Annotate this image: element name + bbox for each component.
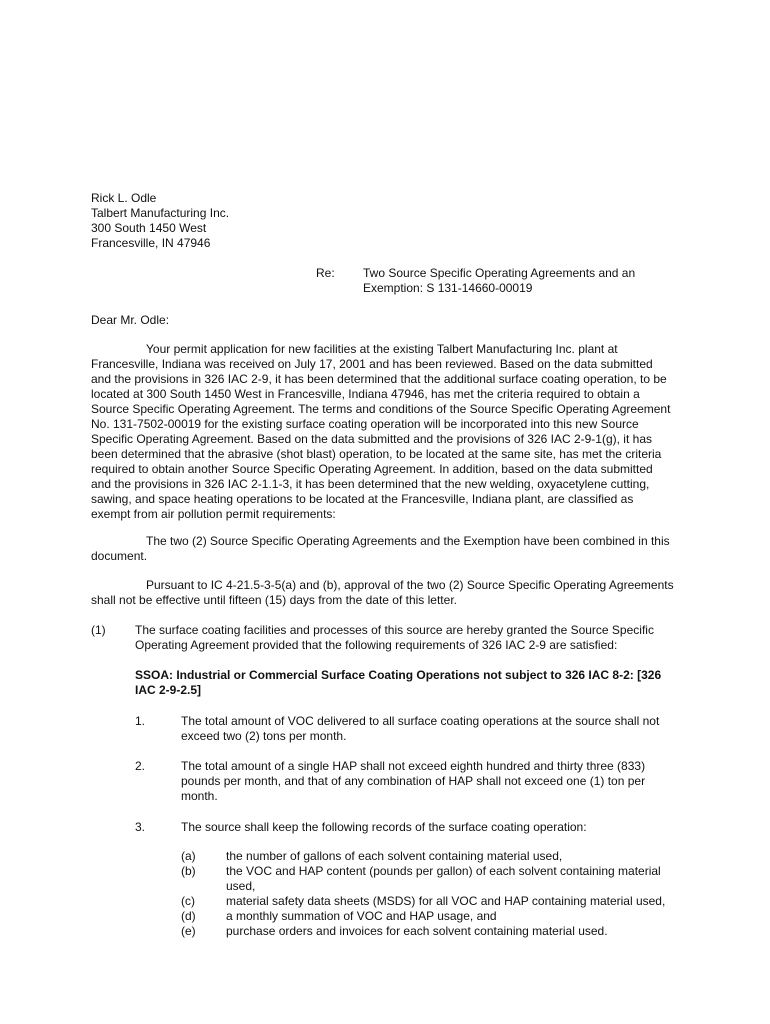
paragraph-effective	[91, 578, 701, 608]
condition-body	[181, 820, 701, 835]
text-line: The surface coating facilities and processes of this source are hereby granted the Source Specific	[135, 623, 654, 637]
condition-body	[181, 714, 701, 744]
re-text	[363, 266, 693, 296]
item-body	[135, 623, 695, 653]
recipient-address	[91, 191, 229, 251]
text-line: Specific Operating Agreement. Based on the data submitted and the provisions of 326 IAC 2-9-1(g), it has	[91, 432, 652, 446]
heading-line: IAC 2-9-2.5]	[135, 683, 202, 697]
salutation: Dear Mr. Odle:	[91, 313, 170, 327]
record-letter: (d)	[181, 909, 196, 923]
record-body	[226, 864, 701, 894]
text-line: Your permit application for new facilities at the existing Talbert Manufacturing Inc. plant at	[146, 342, 618, 356]
text-line: purchase orders and invoices for each solvent containing material used.	[226, 924, 608, 938]
text-line: sawing, and space heating operations to be located at the Francesville, Indiana plant, are classified as	[91, 492, 634, 506]
record-letter: (a)	[181, 849, 196, 863]
text-line: The two (2) Source Specific Operating Agreements and the Exemption have been combined in this	[146, 534, 670, 548]
record-body	[226, 924, 701, 939]
condition-number: 2.	[135, 759, 146, 773]
ssoa-heading	[135, 668, 700, 698]
text-line: No. 131-7502-00019 for the existing surface coating operation will be incorporated into this new Source	[91, 417, 639, 431]
item-number: (1)	[91, 623, 106, 637]
text-line: exceed two (2) tons per month.	[181, 729, 347, 743]
record-body	[226, 894, 701, 909]
heading-line: SSOA: Industrial or Commercial Surface Coating Operations not subject to 326 IAC 8-2: [326	[135, 668, 662, 682]
text-line: the number of gallons of each solvent containing material used,	[226, 849, 563, 863]
text-line: required to obtain another Source Specific Operating Agreement. In addition, based on the data submitted	[91, 462, 653, 476]
text-line: and the provisions in 326 IAC 2-1.1-3, it has been determined that the new welding, oxyacetylene cutting,	[91, 477, 650, 491]
record-body	[226, 909, 701, 924]
text-line: pounds per month, and that of any combination of HAP shall not exceed one (1) ton per	[181, 774, 646, 788]
text-line: The total amount of VOC delivered to all surface coating operations at the source shall not	[181, 714, 660, 728]
text-line: exempt from air pollution permit requirements:	[91, 507, 336, 521]
text-line: document.	[91, 549, 148, 563]
text-line: shall not be effective until fifteen (15) days from the date of this letter.	[91, 593, 457, 607]
paragraph-intro	[91, 342, 701, 522]
record-body	[226, 849, 701, 864]
record-letter: (c)	[181, 894, 195, 908]
text-line: Pursuant to IC 4-21.5-3-5(a) and (b), approval of the two (2) Source Specific Operating Agreements	[146, 578, 674, 592]
text-line: Francesville, Indiana was received on July 17, 2001 and has been reviewed. Based on the data submitted	[91, 357, 653, 371]
text-line: the VOC and HAP content (pounds per gallon) of each solvent containing material	[226, 864, 661, 878]
text-line: Operating Agreement provided that the following requirements of 326 IAC 2-9 are satisfied:	[135, 638, 618, 652]
recipient-street: 300 South 1450 West	[91, 221, 207, 235]
text-line: The source shall keep the following records of the surface coating operation:	[181, 820, 587, 834]
recipient-company: Talbert Manufacturing Inc.	[91, 206, 230, 220]
re-line: Two Source Specific Operating Agreements and an	[363, 266, 636, 280]
re-line: Exemption: S 131-14660-00019	[363, 281, 533, 295]
text-line: located at 300 South 1450 West in Francesville, Indiana 47946, has met the criteria required to obtain a	[91, 387, 640, 401]
condition-number: 1.	[135, 714, 146, 728]
text-line: month.	[181, 789, 218, 803]
condition-number: 3.	[135, 820, 146, 834]
text-line: Source Specific Operating Agreement. The terms and conditions of the Source Specific Operating Agreement	[91, 402, 671, 416]
text-line: been determined that the abrasive (shot blast) operation, to be located at the same site, has met the criteria	[91, 447, 662, 461]
text-line: material safety data sheets (MSDS) for all VOC and HAP containing material used,	[226, 894, 666, 908]
text-line: used,	[226, 879, 256, 893]
text-line: The total amount of a single HAP shall not exceed eighth hundred and thirty three (833)	[181, 759, 646, 773]
paragraph-combined	[91, 534, 701, 564]
recipient-city: Francesville, IN 47946	[91, 236, 211, 250]
record-letter: (e)	[181, 924, 196, 938]
recipient-name: Rick L. Odle	[91, 191, 157, 205]
text-line: and the provisions in 326 IAC 2-9, it has been determined that the additional surface coating operation, to be	[91, 372, 667, 386]
re-label: Re:	[316, 266, 335, 280]
condition-body	[181, 759, 701, 804]
text-line: a monthly summation of VOC and HAP usage, and	[226, 909, 497, 923]
record-letter: (b)	[181, 864, 196, 878]
